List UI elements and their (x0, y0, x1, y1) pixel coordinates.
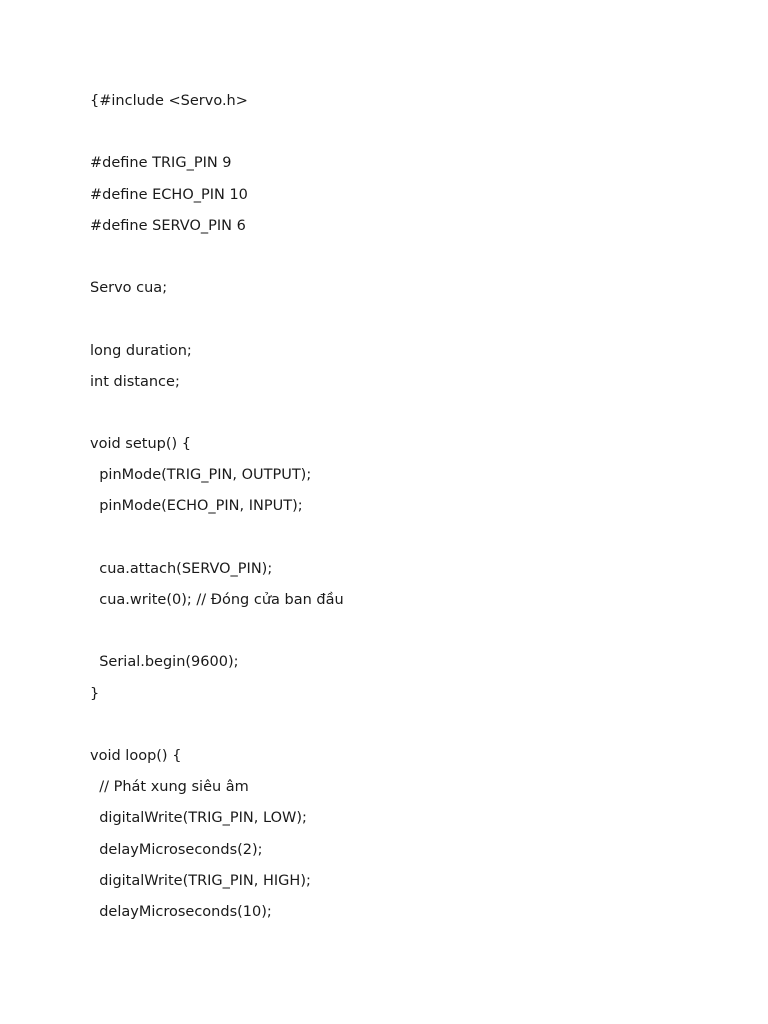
blank-line (90, 527, 344, 558)
blank-line (90, 620, 344, 651)
code-line-delay-2: delayMicroseconds(2); (90, 841, 263, 858)
code-line-setup-end: } (90, 685, 100, 702)
code-line-pinmode-echo: pinMode(ECHO_PIN, INPUT); (90, 498, 303, 515)
code-line-include: {#include <Servo.h> (90, 93, 248, 109)
code-line-setup-start: void setup() { (90, 436, 191, 453)
code-line-distance-decl: int distance; (90, 373, 180, 390)
blank-line (90, 121, 344, 152)
code-line-pinmode-trig: pinMode(TRIG_PIN, OUTPUT); (90, 467, 312, 484)
code-line-trig-high: digitalWrite(TRIG_PIN, HIGH); (90, 872, 311, 889)
blank-line (90, 714, 344, 745)
code-line-servo-decl: Servo cua; (90, 280, 168, 297)
blank-line (90, 402, 344, 433)
code-line-duration-decl: long duration; (90, 342, 192, 359)
code-line-define-trig: #define TRIG_PIN 9 (90, 155, 232, 172)
blank-line (90, 308, 344, 339)
code-block (90, 90, 344, 932)
code-line-serial-begin: Serial.begin(9600); (90, 654, 239, 671)
code-line-trig-low: digitalWrite(TRIG_PIN, LOW); (90, 810, 307, 827)
code-line-comment-pulse: // Phát xung siêu âm (90, 779, 249, 796)
code-line-delay-10: delayMicroseconds(10); (90, 903, 272, 920)
code-line-define-servo: #define SERVO_PIN 6 (90, 217, 246, 234)
code-line-servo-attach: cua.attach(SERVO_PIN); (90, 560, 273, 577)
code-line-define-echo: #define ECHO_PIN 10 (90, 186, 248, 203)
code-line-servo-write: cua.write(0); // Đóng cửa ban đầu (90, 592, 344, 608)
blank-line (90, 246, 344, 277)
code-line-loop-start: void loop() { (90, 747, 182, 764)
